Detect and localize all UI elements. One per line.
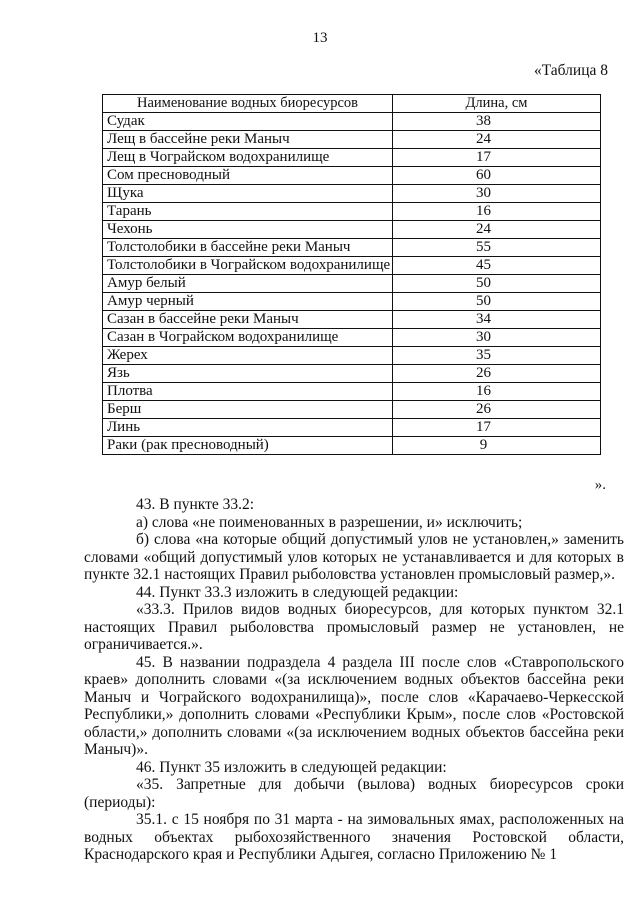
- length-value: 30: [476, 329, 491, 345]
- table-label: «Таблица 8: [533, 62, 608, 79]
- table-row: [103, 203, 601, 221]
- length-cell: [393, 239, 601, 257]
- length-cell: [393, 419, 601, 437]
- length-cell: [393, 383, 601, 401]
- table-row: [103, 347, 601, 365]
- length-value: 38: [476, 113, 491, 129]
- table-row: [103, 257, 601, 275]
- page-number: 13: [312, 30, 328, 46]
- species-name-cell: Линь: [103, 419, 393, 437]
- length-value: 34: [476, 311, 491, 327]
- length-value: 9: [479, 437, 488, 453]
- length-cell: [393, 329, 601, 347]
- length-cell: [393, 131, 601, 149]
- table-row: [103, 437, 601, 455]
- length-value: 50: [476, 293, 491, 309]
- length-cell: [393, 311, 601, 329]
- length-value: 24: [476, 221, 491, 237]
- length-cell: [393, 113, 601, 131]
- species-name-cell: Плотва: [103, 383, 393, 401]
- species-name-cell: Берш: [103, 401, 393, 419]
- length-cell: [393, 257, 601, 275]
- body-paragraph: 46. Пункт 35 изложить в следующей редакции:: [136, 758, 447, 776]
- length-value: 30: [476, 185, 491, 201]
- document-body: [84, 496, 624, 864]
- table-row: [103, 131, 601, 149]
- table-row: [103, 149, 601, 167]
- species-name-cell: Язь: [103, 365, 393, 383]
- table-row: [103, 311, 601, 329]
- column-header-name: Наименование водных биоресурсов: [103, 95, 393, 113]
- length-value: 16: [476, 383, 491, 399]
- species-name-cell: Амур черный: [103, 293, 393, 311]
- fish-size-table: [102, 94, 601, 455]
- length-cell: [393, 221, 601, 239]
- species-name-cell: Толстолобики в бассейне реки Маныч: [103, 239, 393, 257]
- body-paragraph: 44. Пункт 33.3 изложить в следующей редакции:: [136, 583, 459, 601]
- species-name-cell: Щука: [103, 185, 393, 203]
- body-paragraph: б) слова «на которые общий допустимый улов не установлен,» заменить словами «общий допустимый улов которых не устанавливается и для которых в пункте 32.1 настоящих Правил рыболовства установлен промысловый размер,».: [84, 531, 624, 583]
- length-cell: [393, 149, 601, 167]
- body-paragraph: а) слова «не поименованных в разрешении, и» исключить;: [136, 513, 523, 531]
- length-value: 60: [476, 167, 491, 183]
- species-name-cell: Лещ в бассейне реки Маныч: [103, 131, 393, 149]
- table-row: [103, 275, 601, 293]
- species-name-cell: Судак: [103, 113, 393, 131]
- length-value: 35: [476, 347, 491, 363]
- table-row: [103, 167, 601, 185]
- length-cell: [393, 293, 601, 311]
- length-value: 16: [476, 203, 491, 219]
- length-value: 45: [476, 257, 491, 273]
- length-cell: [393, 275, 601, 293]
- length-value: 24: [476, 131, 491, 147]
- length-value: 55: [476, 239, 491, 255]
- length-cell: [393, 365, 601, 383]
- table-row: [103, 239, 601, 257]
- body-paragraph: 35.1. с 15 ноября по 31 марта - на зимовальных ямах, расположенных на водных объектах рыбохозяйственного значения Ростовской области, Краснодарского края и Республики Адыгея, согласно Приложению № 1: [84, 811, 624, 863]
- species-name-cell: Раки (рак пресноводный): [103, 437, 393, 455]
- species-name-cell: Лещ в Чограйском водохранилище: [103, 149, 393, 167]
- table-row: [103, 221, 601, 239]
- species-name-cell: Толстолобики в Чограйском водохранилище: [103, 257, 393, 275]
- species-name-cell: Амур белый: [103, 275, 393, 293]
- body-paragraph: 45. В названии подраздела 4 раздела III после слов «Ставропольского краев» дополнить словами «(за исключением водных объектов бассейна реки Маныч и Чограйского водохранилища)», после слов «Карачаево-Черкесской Республики,» дополнить словами «Республики Крым», после слов «Ростовской области,» дополнить словами «(за исключением водных объектов бассейна реки Маныч)».: [84, 653, 624, 758]
- table-row: [103, 113, 601, 131]
- length-cell: [393, 347, 601, 365]
- length-value: 17: [476, 149, 491, 165]
- length-value: 50: [476, 275, 491, 291]
- table-row: [103, 293, 601, 311]
- body-paragraph: «33.3. Прилов видов водных биоресурсов, для которых пунктом 32.1 настоящих Правил рыболовства промысловый размер не установлен, не ограничивается.».: [84, 601, 624, 653]
- table-row: [103, 329, 601, 347]
- column-header-length: Длина, см: [393, 95, 601, 113]
- table-row: [103, 185, 601, 203]
- length-cell: [393, 437, 601, 455]
- table-row: [103, 365, 601, 383]
- length-cell: [393, 167, 601, 185]
- table-row: [103, 383, 601, 401]
- length-value: 17: [476, 419, 491, 435]
- species-name-cell: Жерех: [103, 347, 393, 365]
- body-paragraph: 43. В пункте 33.2:: [136, 496, 255, 513]
- table-row: [103, 401, 601, 419]
- species-name-cell: Сазан в Чограйском водохранилище: [103, 329, 393, 347]
- species-name-cell: Тарань: [103, 203, 393, 221]
- table-closing-quote: ».: [594, 477, 606, 493]
- length-cell: [393, 203, 601, 221]
- length-value: 26: [476, 401, 491, 417]
- table-row: [103, 419, 601, 437]
- species-name-cell: Сазан в бассейне реки Маныч: [103, 311, 393, 329]
- body-paragraph: «35. Запретные для добычи (вылова) водных биоресурсов сроки (периоды):: [84, 776, 624, 811]
- species-name-cell: Сом пресноводный: [103, 167, 393, 185]
- length-cell: [393, 401, 601, 419]
- table-header-row: [103, 95, 601, 113]
- length-value: 26: [476, 365, 491, 381]
- length-cell: [393, 185, 601, 203]
- species-name-cell: Чехонь: [103, 221, 393, 239]
